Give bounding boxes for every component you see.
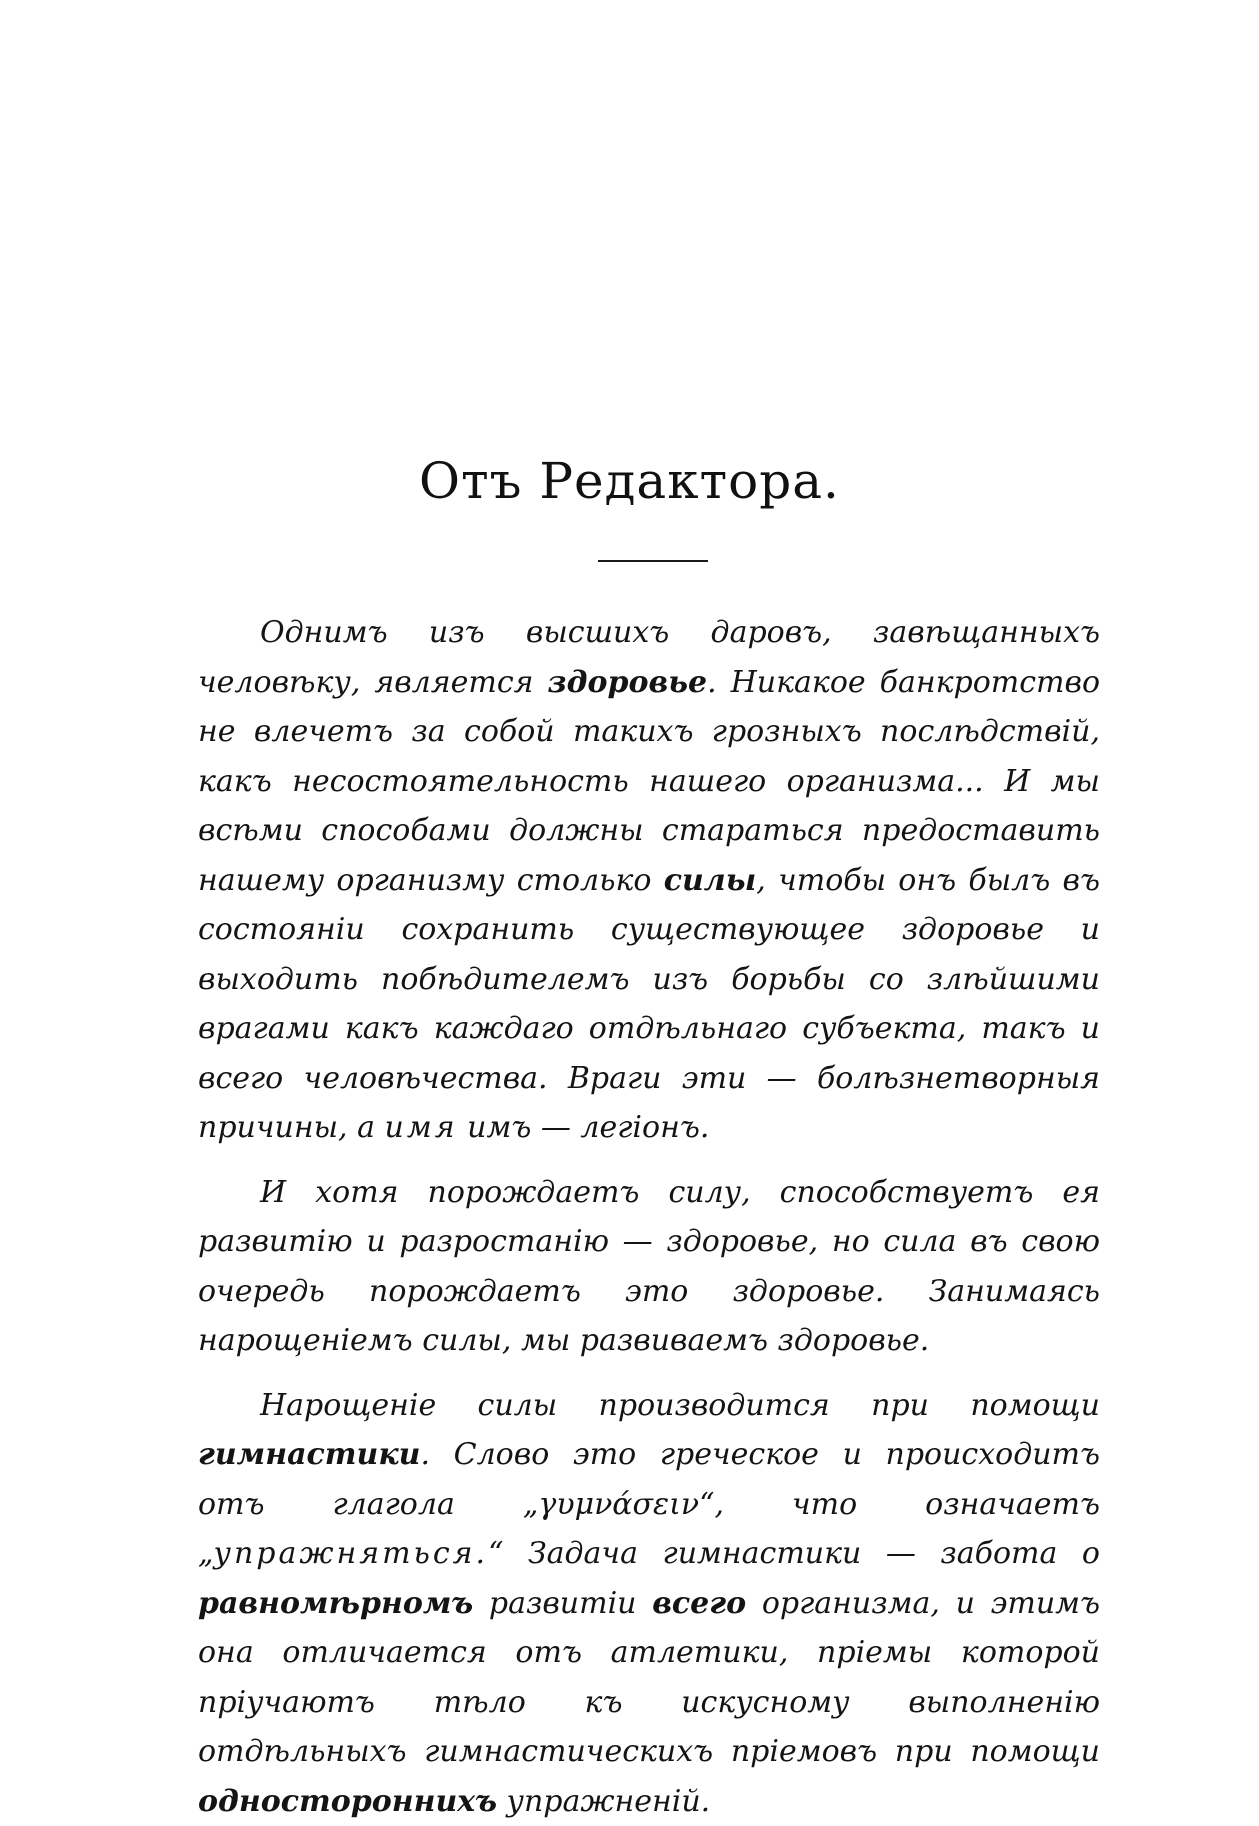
spaced-word: упражняться. xyxy=(214,1536,489,1571)
text-run: имъ — легіонъ. xyxy=(458,1110,710,1145)
title-rule xyxy=(598,560,708,562)
page-title: Отъ Редактора. xyxy=(0,452,1259,510)
text-run: . Слово это греческое и происходитъ отъ глагола „γυμνάσειν“, что означаетъ „ xyxy=(198,1437,1100,1571)
text-run: развитіи xyxy=(473,1586,652,1621)
paragraph xyxy=(198,608,1100,1153)
paragraph xyxy=(198,1168,1100,1366)
emphasized-word: силы xyxy=(664,863,757,898)
text-run: Однимъ изъ высшихъ даровъ, завѣщанныхъ человѣку, является xyxy=(198,615,1100,700)
emphasized-word: гимнастики xyxy=(198,1437,420,1472)
text-run: организма, и этимъ она отличается отъ атлетики, пріемы которой пріучаютъ тѣло къ искусному выполненію отдѣльныхъ гимнастическихъ пріемовъ при помощи xyxy=(198,1586,1100,1770)
body-text xyxy=(198,608,1100,1826)
text-run: “ Задача гимнастики — забота о xyxy=(488,1536,1100,1571)
text-run: . Никакое банкротство не влечетъ за собой такихъ грозныхъ послѣдствій, какъ несостоятельность нашего организма... И мы всѣми способами должны стараться предоставить нашему организму столько xyxy=(198,665,1100,898)
emphasized-word: здоровье xyxy=(548,665,708,700)
text-run: упражненій. xyxy=(497,1784,710,1819)
emphasized-word: равномѣрномъ xyxy=(198,1586,473,1621)
emphasized-word: одностороннихъ xyxy=(198,1784,497,1819)
emphasized-word: всего xyxy=(652,1586,746,1621)
text-run: Нарощеніе силы производится при помощи xyxy=(260,1388,1100,1423)
paragraph xyxy=(198,1381,1100,1826)
text-run: , чтобы онъ былъ въ состояніи сохранить существующее здоровье и выходить побѣдителемъ изъ борьбы со злѣйшими врагами какъ каждаго отдѣльнаго субъекта, такъ и всего человѣчества. Враги эти — болѣзнетворныя причины, а xyxy=(198,863,1100,1146)
text-run: И хотя порождаетъ силу, способствуетъ ея развитію и разростанію — здоровье, но сила въ свою очередь порождаетъ это здоровье. Занимаясь нарощеніемъ силы, мы развиваемъ здоровье. xyxy=(198,1175,1100,1359)
spaced-word: имя xyxy=(385,1110,458,1145)
